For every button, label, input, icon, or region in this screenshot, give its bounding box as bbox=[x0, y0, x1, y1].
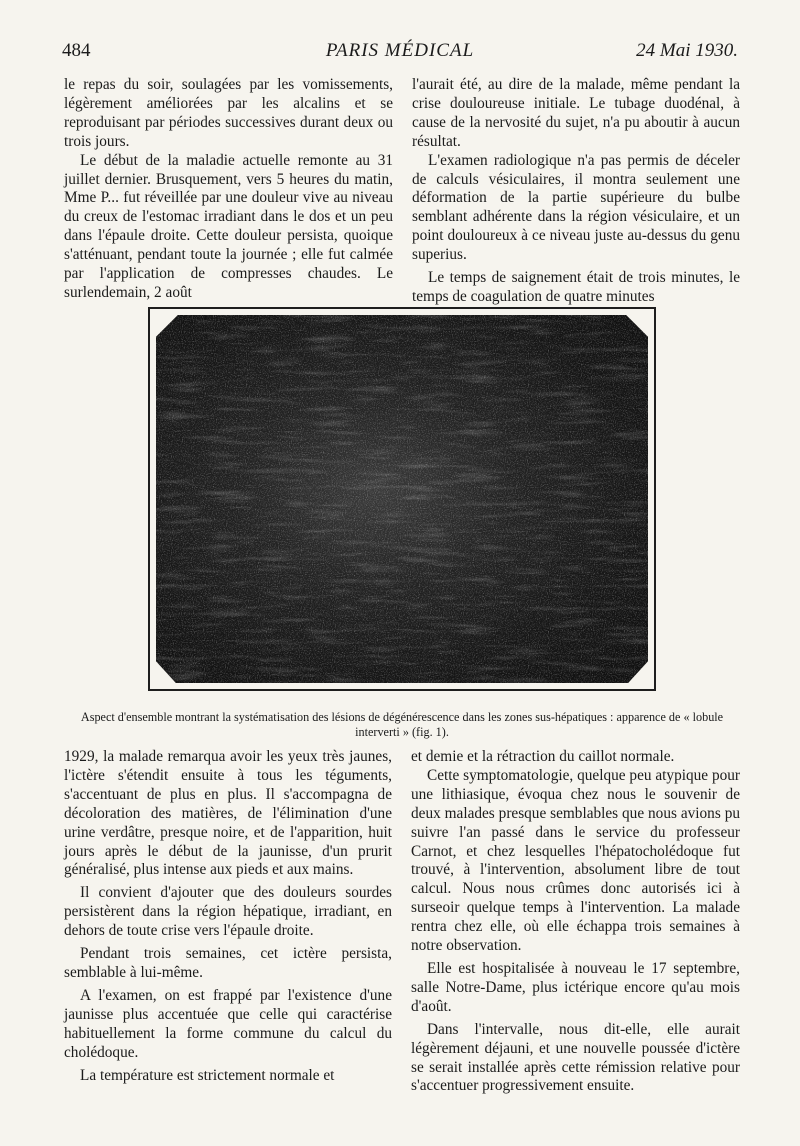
issue-date: 24 Mai 1930. bbox=[636, 40, 738, 61]
paragraph: Elle est hospitalisée à nouveau le 17 septembre, salle Notre-Dame, plus ictérique encore qu'au mois d'août. bbox=[411, 959, 740, 1015]
paragraph: Pendant trois semaines, cet ictère persista, semblable à lui-même. bbox=[64, 945, 392, 981]
page-number: 484 bbox=[62, 40, 91, 61]
paragraph: A l'examen, on est frappé par l'existence d'une jaunisse plus accentuée que celle qui caractérise habituellement la forme commune du calcul du cholédoque. bbox=[64, 986, 392, 1061]
paragraph: Le temps de saignement était de trois minutes, le temps de coagulation de quatre minutes bbox=[412, 269, 740, 305]
paragraph: Dans l'intervalle, nous dit-elle, elle aurait légèrement déjauni, et une nouvelle poussée d'ictère se serait installée après cette rémission relative pour s'accentuer progressivement ensuite. bbox=[411, 1020, 740, 1095]
paragraph: l'aurait été, au dire de la malade, même pendant la crise douloureuse initiale. Le tubage duodénal, à cause de la nervosité du sujet, n'a pu aboutir à aucun résultat. bbox=[412, 76, 740, 150]
paragraph: Cette symptomatologie, quelque peu atypique pour une lithiasique, évoqua chez nous le souvenir de deux malades presque semblables que nous avions pu suivre l'an passé dans le service du professeur Carnot, et chez lesquelles l'hépatocholédoque fut trouvé, à l'intervention, absolument libre de tout calcul. Nous nous crûmes donc autorisés ici à surseoir quelque temps à l'intervention. La malade rentra chez elle, où elle échappa trois semaines à notre observation. bbox=[411, 766, 740, 955]
column-top-left bbox=[64, 76, 393, 303]
paragraph: Le début de la maladie actuelle remonte au 31 juillet dernier. Brusquement, vers 5 heures du matin, Mme P... fut réveillée par une douleur vive au niveau du creux de l'estomac irradiant dans le dos et un peu dans l'épaule droite. Cette douleur persista, quoique s'atténuant, pendant toute la journée ; elle fut calmée par l'application de compresses chaudes. Le surlendemain, 2 août bbox=[64, 151, 393, 301]
paragraph: le repas du soir, soulagées par les vomissements, légèrement améliorées par les alcalins et se reproduisant par périodes successives durant deux ou trois jours. bbox=[64, 76, 393, 150]
running-header bbox=[62, 36, 738, 66]
paragraph: 1929, la malade remarqua avoir les yeux très jaunes, l'ictère s'étendit ensuite à tous les téguments, s'accentuant de plus en plus. Il s'accompagna de décoloration des matières, de l'élimination d'une urine verdâtre, presque noire, et de l'apparition, huit jours après le début de la jaunisse, d'un prurit généralisé, plus intense aux pieds et aux mains. bbox=[64, 748, 392, 879]
histology-figure bbox=[148, 307, 656, 691]
micrograph-texture bbox=[156, 315, 648, 683]
journal-title: PARIS MÉDICAL bbox=[325, 40, 475, 61]
paragraph: La température est strictement normale et bbox=[80, 1066, 335, 1084]
paragraph: L'examen radiologique n'a pas permis de déceler de calculs vésiculaires, il montra seulement une déformation de la partie supérieure du bulbe semblant adhérente dans la région vésiculaire, et un point douloureux à ce niveau juste au-dessus du genu superius. bbox=[412, 151, 740, 264]
column-top-right bbox=[412, 76, 740, 307]
paragraph: Il convient d'ajouter que des douleurs sourdes persistèrent dans la région hépatique, irradiant, en dehors de toute crise vers l'épaule droite. bbox=[64, 884, 392, 940]
figure-caption: Aspect d'ensemble montrant la systématisation des lésions de dégénérescence dans les zones sus-hépatiques : apparence de « lobule interverti » (fig. 1). bbox=[80, 710, 724, 739]
paragraph: et demie et la rétraction du caillot normale. bbox=[411, 748, 675, 765]
column-bottom-right bbox=[411, 748, 740, 1096]
micrograph-image bbox=[156, 315, 648, 683]
column-bottom-left bbox=[64, 748, 392, 1085]
